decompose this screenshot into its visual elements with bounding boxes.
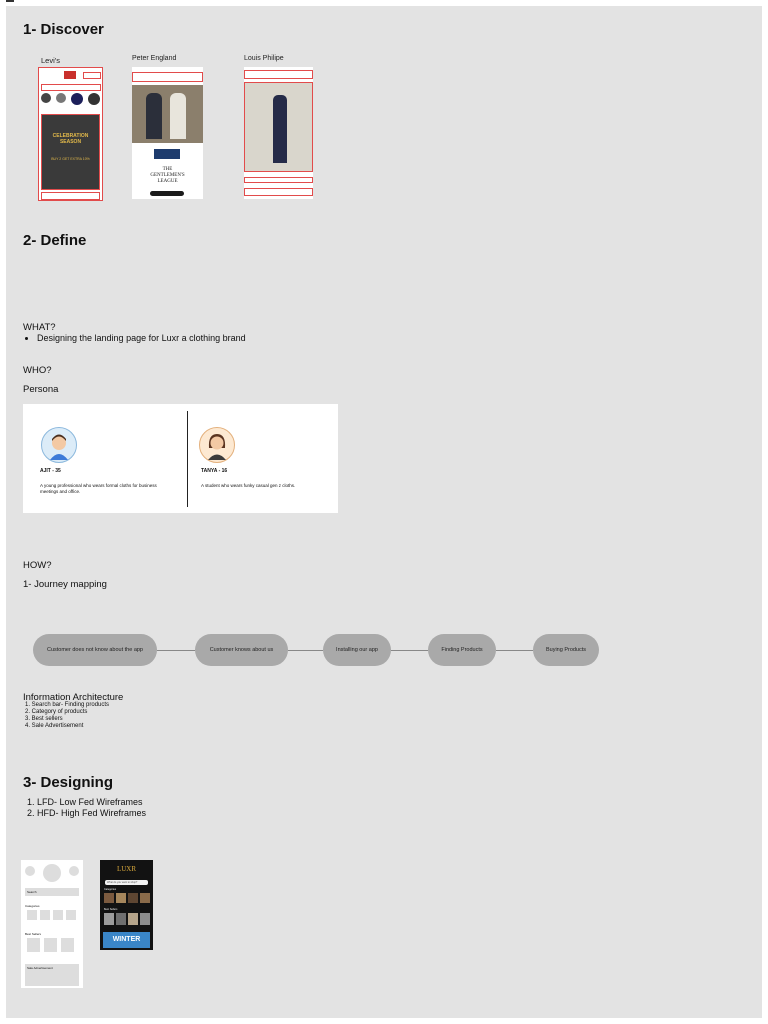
header-bar <box>132 72 203 82</box>
journey-connector <box>157 650 195 651</box>
wf-circle <box>25 866 35 876</box>
header-bar <box>244 70 313 79</box>
category-circle <box>56 93 66 103</box>
category-circle <box>88 93 100 105</box>
hfd-category-tile <box>140 893 150 903</box>
levis-logo <box>64 71 76 79</box>
bottom-nav <box>41 192 100 200</box>
persona-desc-tanya: A student who wears funky casual gen z cloths. <box>201 483 296 488</box>
celebration-banner <box>41 114 100 190</box>
campaign-line1: THE <box>162 167 173 172</box>
cta-button <box>150 191 184 196</box>
model-figure <box>273 95 287 163</box>
wf-search: Search <box>25 888 79 896</box>
ia-list <box>25 702 109 730</box>
persona-desc-ajit: A young professional who wears formal cloths for business meetings and office. <box>40 483 157 494</box>
journey-mapping-label: 1- Journey mapping <box>23 579 107 590</box>
hfd-product-tile <box>140 913 150 925</box>
wf-circle <box>43 864 61 882</box>
campaign-text <box>132 167 203 185</box>
hfd-bestsellers-label: Best Sellers <box>104 908 118 911</box>
journey-connector <box>391 650 428 651</box>
hfd-logo: LUXR <box>116 865 137 873</box>
journey-connector <box>288 650 323 651</box>
ia-item: 2. Category of products <box>25 709 88 715</box>
hfd-categories-label: Categories <box>104 888 117 891</box>
header-icons <box>83 72 101 79</box>
louis-philipe-app-screenshot <box>244 67 313 199</box>
designing-item: 1. LFD- Low Fed Wireframes <box>37 797 146 808</box>
journey-node-unaware: Customer does not know about the app <box>33 634 157 666</box>
what-heading: WHAT? <box>23 322 56 333</box>
avatar-tanya <box>199 427 235 463</box>
wf-tile <box>40 910 50 920</box>
wf-bestsellers-label: Best Sellers <box>25 932 42 936</box>
lfd-wireframe <box>21 860 83 988</box>
hfd-winter-banner: WINTER <box>103 932 150 948</box>
wf-categories-label: Categories <box>25 904 40 908</box>
hfd-product-tile <box>104 913 114 925</box>
peter-england-app-screenshot <box>132 67 203 199</box>
category-circle <box>71 93 83 105</box>
wf-circle <box>69 866 79 876</box>
hfd-wireframe <box>100 860 153 950</box>
section-title-define: 2- Define <box>23 232 87 249</box>
wf-tile <box>27 910 37 920</box>
hfd-category-tile <box>104 893 114 903</box>
what-bullet: • Designing the landing page for Luxr a clothing brand <box>37 333 246 343</box>
journey-node-buying: Buying Products <box>533 634 599 666</box>
campaign-line2: GENTLEMEN'S <box>150 173 185 178</box>
ia-title: Information Architecture <box>23 692 124 703</box>
journey-node-aware: Customer knows about us <box>195 634 288 666</box>
banner-line1: CELEBRATION <box>52 133 89 139</box>
hfd-category-tile <box>128 893 138 903</box>
wf-tile <box>53 910 63 920</box>
hfd-product-tile <box>116 913 126 925</box>
section-title-discover: 1- Discover <box>23 21 104 38</box>
ia-item: 4. Sale Advertisement <box>25 723 84 729</box>
wf-tile <box>66 910 76 920</box>
brand-label-peter-england: Peter England <box>132 55 177 62</box>
model-figure <box>146 93 162 139</box>
hfd-category-tile <box>116 893 126 903</box>
hfd-search: What do you want to shop? <box>105 880 148 885</box>
designing-item: 2. HFD- High Fed Wireframes <box>37 808 146 819</box>
persona-name-ajit: AJIT - 35 <box>40 468 61 474</box>
corner-mark <box>6 0 14 2</box>
persona-divider <box>187 411 188 507</box>
section-title-designing: 3- Designing <box>23 774 114 791</box>
brand-label-levis: Levi's <box>41 56 60 65</box>
girl-avatar-icon <box>200 428 234 462</box>
hfd-product-tile <box>128 913 138 925</box>
campaign-logo <box>154 149 180 159</box>
levis-app-screenshot <box>38 67 103 201</box>
wf-tile <box>61 938 74 952</box>
category-circle <box>41 93 51 103</box>
boy-avatar-icon <box>42 428 76 462</box>
banner-line2: SEASON <box>59 139 82 145</box>
journey-node-finding: Finding Products <box>428 634 496 666</box>
designing-list <box>23 797 146 819</box>
banner-offer: BUY 2 GET EXTRA 10% <box>51 157 90 161</box>
persona-name-tanya: TANYA - 16 <box>201 468 228 474</box>
ia-item: 1. Search bar- Finding products <box>25 702 110 708</box>
hero-photo <box>132 85 203 143</box>
wf-tile <box>44 938 57 952</box>
hero-photo <box>244 82 313 172</box>
avatar-ajit <box>41 427 77 463</box>
model-figure <box>170 93 186 139</box>
who-heading: WHO? <box>23 365 52 376</box>
bottom-nav <box>244 188 313 196</box>
wf-tile <box>27 938 40 952</box>
journey-connector <box>496 650 533 651</box>
cta-bar <box>244 177 313 183</box>
ia-item: 3. Best sellers <box>25 716 63 722</box>
persona-label: Persona <box>23 384 59 395</box>
wf-sale-ad: Sale Advertisement <box>25 964 79 986</box>
what-list <box>23 333 246 343</box>
journey-node-install: Installing our app <box>323 634 391 666</box>
how-heading: HOW? <box>23 560 52 571</box>
search-bar <box>41 84 101 91</box>
campaign-line3: LEAGUE <box>157 179 178 184</box>
brand-label-louis-philipe: Louis Philipe <box>244 55 284 62</box>
